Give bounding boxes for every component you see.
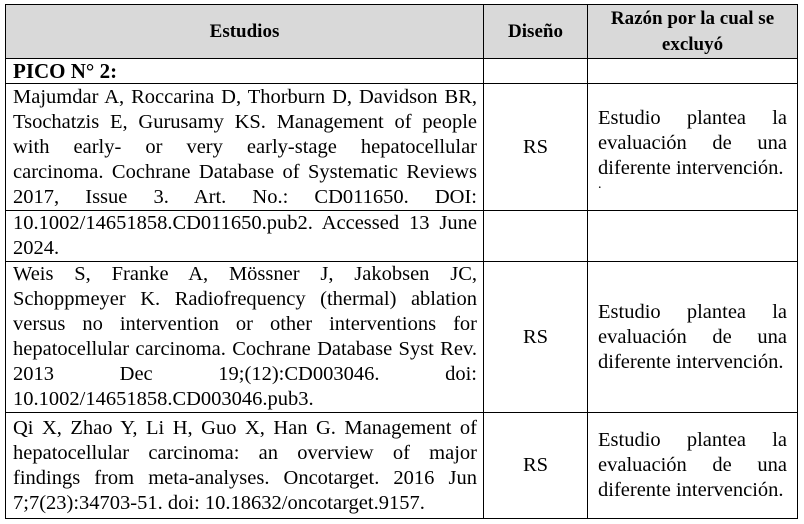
pico-label: PICO N° 2: <box>6 59 484 84</box>
study-citation: Weis S, Franke A, Mössner J, Jakobsen JC, Schoppmeyer K. Radiofrequency (thermal) ablation versus no intervention or other interventions for hepatocellular carcinoma. Cochrane Database Syst Rev. 2013 Dec 19;(12):CD003046. doi: 10.1002/14651858.CD003046.pub3. <box>6 262 484 413</box>
empty-cell <box>588 211 798 262</box>
empty-cell <box>484 59 588 84</box>
study-citation: Qi X, Zhao Y, Li H, Guo X, Han G. Management of hepatocellular carcinoma: an overview of major findings from meta-analyses. Oncotarget. 2016 Jun 7;7(23):34703-51. doi: 10.18632/oncotarget.9157. <box>6 413 484 519</box>
study-citation: Majumdar A, Roccarina D, Thorburn D, Davidson BR, Tsochatzis E, Gurusamy KS. Management of people with early- or very early-stage hepatocellular carcinoma. Cochrane Database of Systematic Reviews 2017, Issue 3. Art. No.: CD011650. DOI: <box>6 84 484 211</box>
study-citation-continued: 10.1002/14651858.CD011650.pub2. Accessed 13 June 2024. <box>6 211 484 262</box>
pico-row <box>6 59 798 84</box>
stray-dot: . <box>598 176 602 192</box>
header-design: Diseño <box>484 5 588 59</box>
design-cell: RS <box>484 413 588 519</box>
header-row <box>6 5 798 59</box>
design-cell: RS <box>484 84 588 211</box>
header-studies: Estudios <box>6 5 484 59</box>
empty-cell <box>484 211 588 262</box>
reason-cell: Estudio plantea la evaluación de una diferente intervención. <box>588 262 798 413</box>
table-row-continuation <box>6 211 798 262</box>
reason-cell <box>588 84 798 211</box>
table-row <box>6 262 798 413</box>
design-cell: RS <box>484 262 588 413</box>
table-row <box>6 84 798 211</box>
exclusion-table <box>5 4 798 519</box>
table-row <box>6 413 798 519</box>
empty-cell <box>588 59 798 84</box>
reason-text: Estudio plantea la evaluación de una diferente intervención. <box>598 106 787 179</box>
reason-cell: Estudio plantea la evaluación de una diferente intervención. <box>588 413 798 519</box>
header-reason: Razón por la cual se excluyó <box>588 5 798 59</box>
